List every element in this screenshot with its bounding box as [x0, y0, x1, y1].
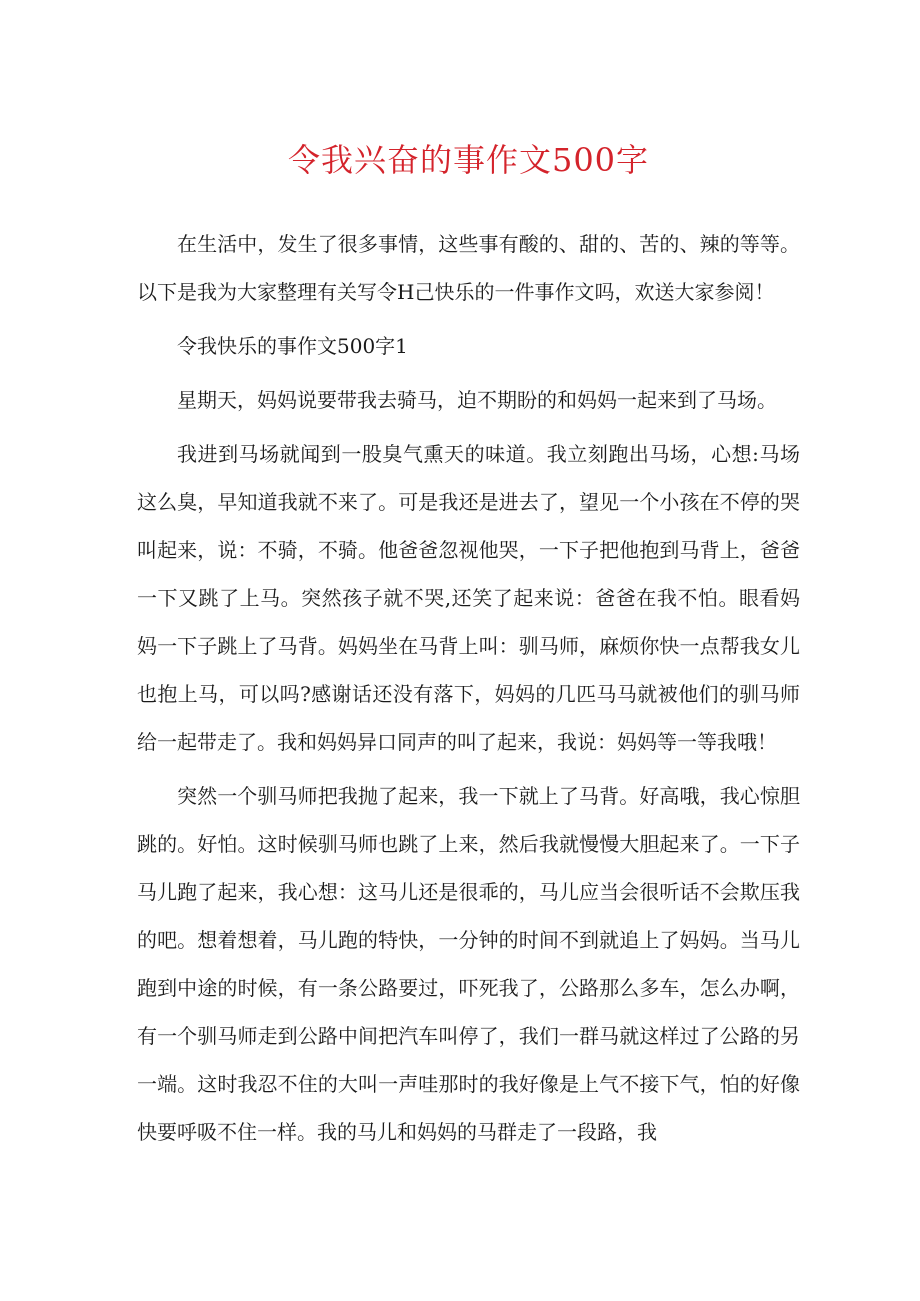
paragraph-riding: 突然一个驯马师把我抛了起来，我一下就上了马背。好高哦，我心惊胆跳的。好怕。这时候驯马师也跳了上来，然后我就慢慢大胆起来了。一下子马儿跑了起来，我心想：这马儿还是很乖的，马儿应当会很听话不会欺压我的吧。想着想着，马儿跑的特快，一分钟的时间不到就追上了妈妈。当马儿跑到中途的时候，有一条公路要过，吓死我了，公路那么多车，怎么办啊，有一个驯马师走到公路中间把汽车叫停了，我们一群马就这样过了公路的另一端。这时我忍不住的大叫一声哇那时的我好像是上气不接下气，怕的好像快要呼吸不住一样。我的马儿和妈妈的马群走了一段路，我 [137, 784, 800, 1144]
paragraph-intro: 在生活中，发生了很多事情，这些事有酸的、甜的、苦的、辣的等等。以下是我为大家整理有关写令H己快乐的一件事作文吗，欢送大家参阅！ [137, 232, 800, 304]
document-title: 令我兴奋的事作文500字 [287, 141, 650, 179]
paragraph-subheading: 令我快乐的事作文500字1 [177, 334, 408, 358]
paragraph-horse-farm: 我进到马场就闻到一股臭气熏天的味道。我立刻跑出马场，心想:马场这么臭，早知道我就不来了。可是我还是进去了，望见一个小孩在不停的哭叫起来，说：不骑，不骑。他爸爸忽视他哭，一下子把他抱到马背上，爸爸一下又跳了上马。突然孩子就不哭,还笑了起来说：爸爸在我不怕。眼看妈妈一下子跳上了马背。妈妈坐在马背上叫：驯马师，麻烦你快一点帮我女儿也抱上马，可以吗?感谢话还没有落下，妈妈的几匹马马就被他们的驯马师给一起带走了。我和妈妈异口同声的叫了起来，我说：妈妈等一等我哦！ [137, 442, 800, 754]
paragraph-sunday: 星期天，妈妈说要带我去骑马，迫不期盼的和妈妈一起来到了马场。 [177, 388, 777, 412]
